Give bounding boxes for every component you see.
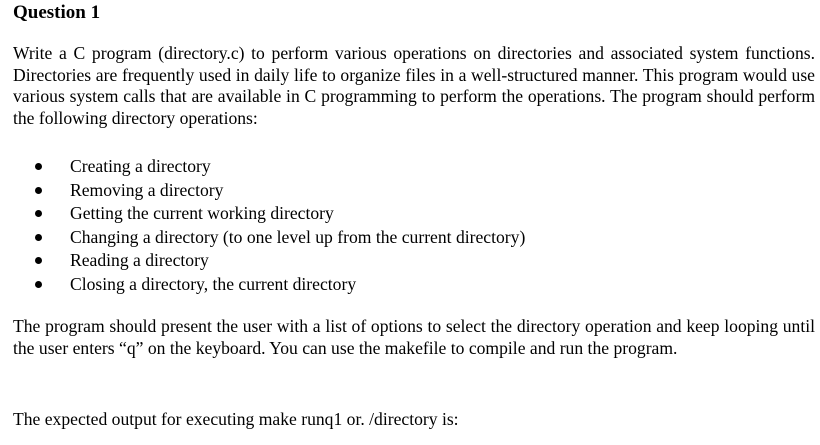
list-item	[33, 249, 525, 273]
question-heading: Question 1	[13, 2, 101, 23]
list-item-text: Reading a directory	[70, 250, 209, 270]
list-item	[33, 202, 525, 226]
bullet-icon	[35, 210, 42, 217]
bullet-icon	[35, 187, 42, 194]
instructions-paragraph: The program should present the user with a list of options to select the directory operation and keep looping until the user enters “q” on the keyboard. You can use the makefile to compile and run the program.	[13, 316, 815, 358]
bullet-icon	[35, 234, 42, 241]
expected-output-paragraph: The expected output for executing make runq1 or. /directory is:	[13, 409, 459, 429]
list-item-text: Closing a directory, the current directory	[70, 273, 357, 294]
list-item	[33, 155, 525, 179]
bullet-icon	[35, 281, 42, 288]
operations-list	[33, 155, 525, 296]
list-item	[33, 273, 525, 297]
bullet-icon	[35, 163, 42, 170]
list-item-text: Getting the current working directory	[70, 203, 334, 223]
list-item-text: Creating a directory	[70, 156, 211, 176]
bullet-icon	[35, 257, 42, 264]
list-item	[33, 226, 525, 250]
list-item	[33, 179, 525, 203]
list-item-text: Changing a directory (to one level up from the current directory)	[70, 226, 526, 247]
list-item-text: Removing a directory	[70, 179, 224, 200]
intro-paragraph: Write a C program (directory.c) to perform various operations on directories and associated system functions. Directories are frequently used in daily life to organize files in a well-structured manner. This program would use various system calls that are available in C programming to perform the operations. The program should perform the following directory operations:	[13, 43, 815, 128]
